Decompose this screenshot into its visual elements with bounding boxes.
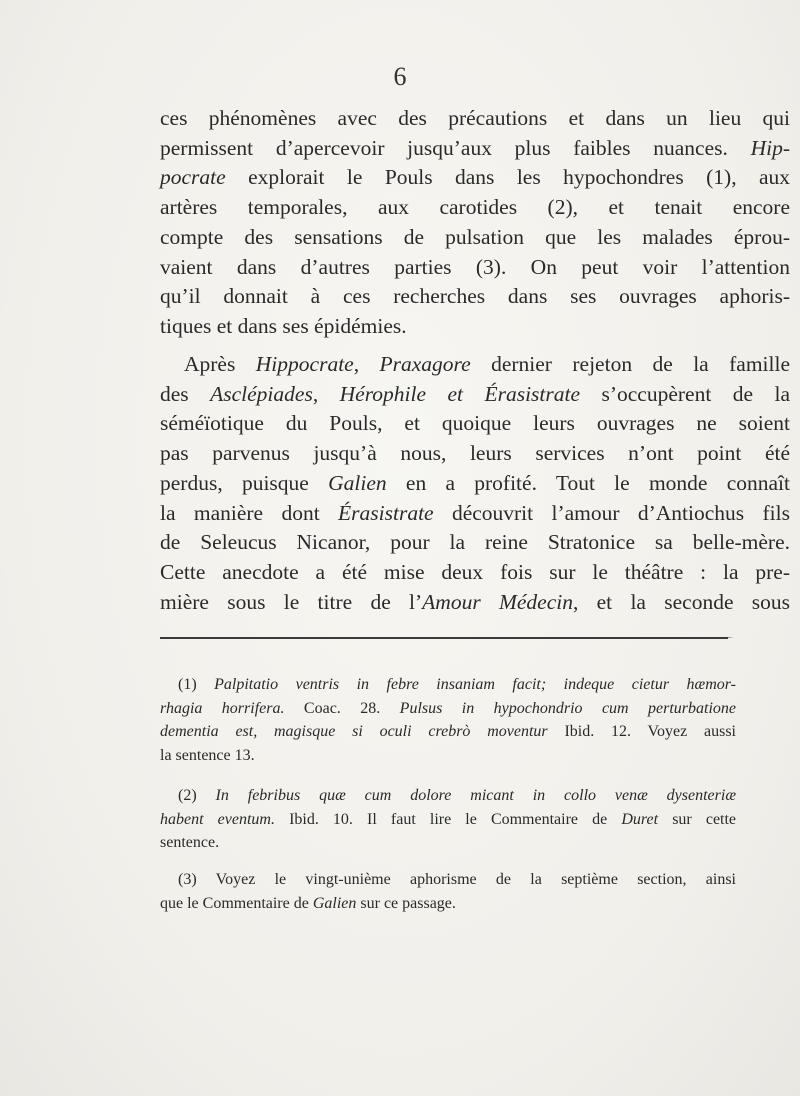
footnote-line: dementia est, magisque si oculi crebrò moventur Ibid. 12. Voyez aussi bbox=[160, 723, 737, 741]
footnote-2 bbox=[160, 784, 736, 855]
footnote-line: (3) Voyez le vingt-unième aphorisme de la septième section, ainsi bbox=[178, 871, 736, 888]
footnote-divider bbox=[160, 637, 728, 639]
text-line: perdus, puisque Galien en a profité. Tout le monde connaît bbox=[160, 470, 791, 495]
text-line: ces phénomènes avec des précautions et dans un lieu qui bbox=[160, 106, 790, 130]
text-line: pocrate explorait le Pouls dans les hypochondres (1), aux bbox=[160, 165, 791, 190]
text-line: vaient dans d’autres parties (3). On peut voir l’attention bbox=[160, 254, 790, 279]
text-line: artères temporales, aux carotides (2), et tenait encore bbox=[160, 195, 790, 220]
footnote-3 bbox=[160, 868, 736, 915]
text-line: séméïotique du Pouls, et quoique leurs ouvrages ne soient bbox=[160, 411, 790, 436]
text-line: permissent d’apercevoir jusqu’aux plus faibles nuances. Hip- bbox=[160, 135, 791, 160]
text-line: de Seleucus Nicanor, pour la reine Stratonice sa belle-mère. bbox=[160, 530, 790, 555]
text-line: mière sous le titre de l’Amour Médecin, et la seconde sous bbox=[160, 589, 790, 614]
footnote-line: rhagia horrifera. Coac. 28. Pulsus in hypochondrio cum perturbatione bbox=[160, 699, 737, 717]
footnote-line: que le Commentaire de Galien sur ce passage. bbox=[160, 894, 456, 912]
footnote-line: sentence. bbox=[160, 834, 220, 852]
text-line: compte des sensations de pulsation que les malades éprou- bbox=[160, 224, 790, 249]
text-line: tiques et dans ses épidémies. bbox=[160, 313, 407, 338]
paragraph-2 bbox=[160, 350, 790, 617]
footnote-line: habent eventum. Ibid. 10. Il faut lire le Commentaire de Duret sur cette bbox=[160, 810, 737, 828]
paragraph-1 bbox=[160, 104, 790, 342]
text-line: la manière dont Érasistrate découvrit l’amour d’Antiochus fils bbox=[160, 500, 790, 525]
text-line: Cette anecdote a été mise deux fois sur le théâtre : la pre- bbox=[160, 559, 790, 584]
text-line: qu’il donnait à ces recherches dans ses ouvrages aphoris- bbox=[160, 284, 790, 309]
text-line: des Asclépiades, Hérophile et Érasistrate s’occupèrent de la bbox=[160, 381, 791, 406]
footnote-line: la sentence 13. bbox=[160, 747, 255, 765]
text-line: pas parvenus jusqu’à nous, leurs services n’ont point été bbox=[160, 441, 790, 466]
footnote-line: (2) In febribus quæ cum dolore micant in collo venæ dysenteriæ bbox=[178, 787, 736, 804]
footnote-line: (1) Palpitatio ventris in febre insaniam facit; indeque cietur hæmor- bbox=[178, 676, 737, 693]
page-number: 6 bbox=[393, 62, 407, 91]
footnote-1 bbox=[160, 673, 736, 768]
text-line: Après Hippocrate, Praxagore dernier rejeton de la famille bbox=[184, 352, 791, 376]
